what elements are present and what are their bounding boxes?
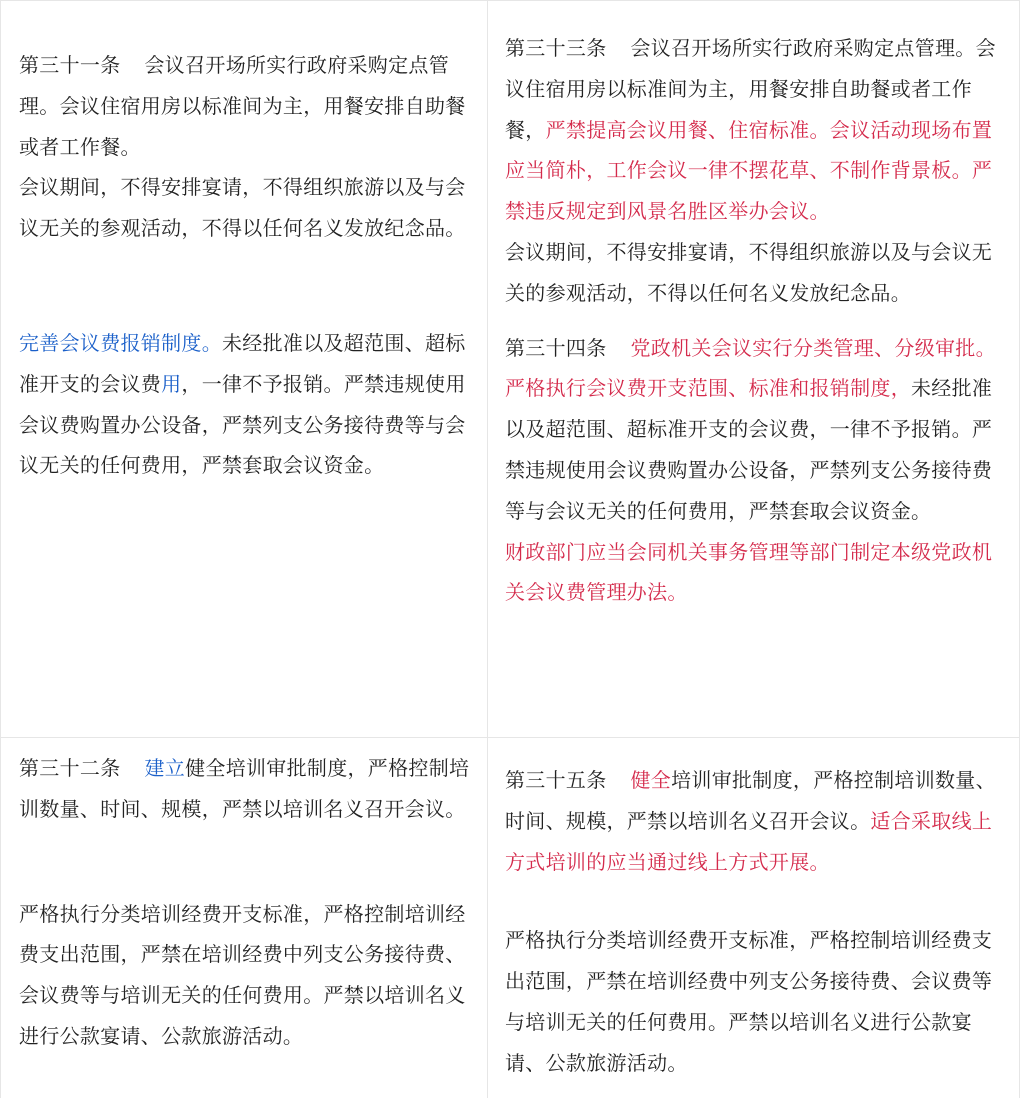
article-35-highlight: 健全 [630, 768, 672, 792]
article-35-heading: 第三十五条 [505, 768, 607, 792]
article-33-highlight: 严禁提高会议用餐、住宿标准。会议活动现场布置应当简朴，工作会议一律不摆花草、不制作背景板。严禁违反规定到风景名胜区举办会议。 [505, 117, 993, 224]
article-32-heading: 第三十二条 [19, 756, 121, 780]
article-31-heading: 第三十一条 [19, 53, 121, 77]
article-35-para-2: 严格执行分类培训经费开支标准，严格控制培训经费支出范围，严禁在培训经费中列支公务接待费、会议费等与培训无关的任何费用。严禁以培训名义进行公款宴请、公款旅游活动。 [505, 928, 993, 1075]
article-31-para-3: 完善会议费报销制度。未经批准以及超范围、超标准开支的会议费用，一律不予报销。严禁违规使用会议费购置办公设备，严禁列支公务接待费等与会议无关的任何费用，严禁套取会议资金。 [19, 330, 466, 478]
article-31-para-2: 会议期间，不得安排宴请，不得组织旅游以及与会议无关的参观活动，不得以任何名义发放纪念品。 [19, 175, 466, 241]
article-34-para-1: 第三十四条 党政机关会议实行分类管理、分级审批。严格执行会议费开支范围、标准和报销制度，未经批准以及超范围、超标准开支的会议费，一律不予报销。严禁违规使用会议费购置办公设备，严禁列支公务接待费等与会议无关的任何费用，严禁套取会议资金。 [505, 335, 996, 523]
article-33-para-2: 会议期间，不得安排宴请，不得组织旅游以及与会议无关的参观活动，不得以任何名义发放纪念品。 [505, 239, 993, 305]
cell-article-35 [488, 760, 1019, 1084]
article-32-para-1: 第三十二条 建立健全培训审批制度，严格控制培训数量、时间、规模，严禁以培训名义召开会议。 [19, 756, 470, 821]
row-divider [1, 737, 1019, 738]
article-34-heading: 第三十四条 [505, 335, 607, 360]
article-32-highlight: 建立 [144, 756, 186, 780]
cell-article-31 [2, 45, 487, 486]
article-33-heading: 第三十三条 [505, 36, 607, 60]
article-35-highlight-2: 适合采取线上方式培训的应当通过线上方式开展。 [505, 808, 993, 874]
article-31-highlight: 完善会议费报销制度。 [19, 330, 222, 355]
cell-article-32 [2, 748, 487, 1057]
article-31-highlight-2: 用 [161, 371, 182, 396]
article-33-para-1: 第三十三条 会议召开场所实行政府采购定点管理。会议住宿用房以标准间为主，用餐安排自助餐或者工作餐，严禁提高会议用餐、住宿标准。会议活动现场布置应当简朴，工作会议一律不摆花草、不制作背景板。严禁违反规定到风景名胜区举办会议。 [505, 36, 996, 224]
article-34-highlight: 党政机关会议实行分类管理、分级审批。严格执行会议费开支范围、标准和报销制度， [505, 335, 996, 401]
cell-article-33-34 [488, 28, 1019, 613]
article-35-para-1: 第三十五条 健全培训审批制度，严格控制培训数量、时间、规模，严禁以培训名义召开会议。适合采取线上方式培训的应当通过线上方式开展。 [505, 768, 996, 874]
article-34-para-2: 财政部门应当会同机关事务管理等部门制定本级党政机关会议费管理办法。 [505, 539, 993, 605]
article-31-para-1: 第三十一条 会议召开场所实行政府采购定点管理。会议住宿用房以标准间为主，用餐安排自助餐或者工作餐。 [19, 53, 466, 159]
article-32-para-2: 严格执行分类培训经费开支标准，严格控制培训经费支出范围，严禁在培训经费中列支公务接待费、会议费等与培训无关的任何费用。严禁以培训名义进行公款宴请、公款旅游活动。 [19, 901, 466, 1048]
